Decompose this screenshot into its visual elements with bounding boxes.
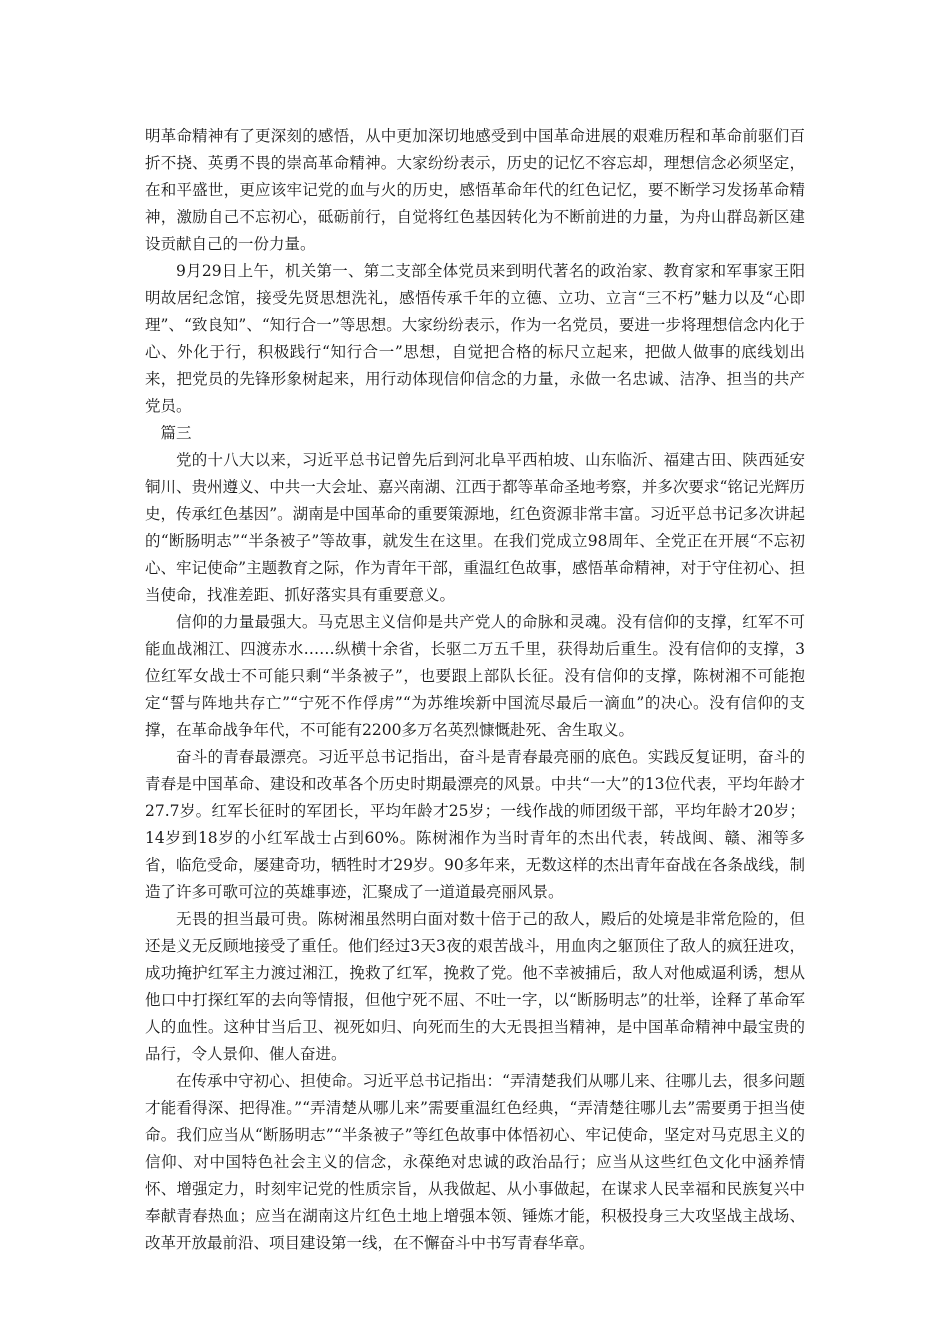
document-page (145, 123, 805, 1257)
paragraph-continued: 明革命精神有了更深刻的感悟，从中更加深切地感受到中国革命进展的艰难历程和革命前驱们百折不挠、英勇不畏的崇高革命精神。大家纷纷表示，历史的记忆不容忘却，理想信念必须坚定，在和平盛世，更应该牢记党的血与火的历史，感悟革命年代的红色记忆，要不断学习发扬革命精神，激励自己不忘初心，砥砺前行，自觉将红色基因转化为不断前进的力量，为舟山群岛新区建设贡献自己的一份力量。 (145, 127, 805, 253)
paragraph-inheritance: 在传承中守初心、担使命。习近平总书记指出：“弄清楚我们从哪儿来、往哪儿去，很多问题才能看得深、把得准。”“弄清楚从哪儿来”需要重温红色经典，“弄清楚往哪儿去”需要勇于担当使命。我们应当从“断肠明志”“半条被子”等红色故事中体悟初心、牢记使命，坚定对马克思主义的信仰、对中国特色社会主义的信念，永葆绝对忠诚的政治品行；应当从这些红色文化中涵养情怀、增强定力，时刻牢记党的性质宗旨，从我做起、从小事做起，在谋求人民幸福和民族复兴中奉献青春热血；应当在湖南这片红色土地上增强本领、锤炼才能，积极投身三大攻坚战主战场、改革开放最前沿、项目建设第一线，在不懈奋斗中书写青春华章。 (145, 1072, 805, 1252)
paragraph-faith: 信仰的力量最强大。马克思主义信仰是共产党人的命脉和灵魂。没有信仰的支撑，红军不可能血战湘江、四渡赤水……纵横十余省，长驱二万五千里，获得劫后重生。没有信仰的支撑，3位红军女战士不可能只剩“半条被子”，也要跟上部队长征。没有信仰的支撑，陈树湘不可能抱定“誓与阵地共存亡”“宁死不作俘虏”“为苏维埃新中国流尽最后一滴血”的决心。没有信仰的支撑，在革命战争年代，不可能有2200多万名英烈慷慨赴死、舍生取义。 (145, 613, 805, 739)
paragraph-youth: 奋斗的青春最漂亮。习近平总书记指出，奋斗是青春最亮丽的底色。实践反复证明，奋斗的青春是中国革命、建设和改革各个历史时期最漂亮的风景。中共“一大”的13位代表，平均年龄才27.7岁。红军长征时的军团长，平均年龄才25岁；一线作战的师团级干部，平均年龄才20岁；14岁到18岁的小红军战士占到60%。陈树湘作为当时青年的杰出代表，转战闽、赣、湘等多省，临危受命，屡建奇功，牺牲时才29岁。90多年来，无数这样的杰出青年奋战在各条战线，制造了许多可歌可泣的英雄事迹，汇聚成了一道道最亮丽风景。 (145, 748, 805, 901)
section-heading: 篇三 (160, 424, 192, 442)
paragraph-responsibility: 无畏的担当最可贵。陈树湘虽然明白面对数十倍于己的敌人，殿后的处境是非常危险的，但还是义无反顾地接受了重任。他们经过3天3夜的艰苦战斗，用血肉之躯顶住了敌人的疯狂进攻，成功掩护红军主力渡过湘江，挽救了红军，挽救了党。他不幸被捕后，敌人对他威逼利诱，想从他口中打探红军的去向等情报，但他宁死不屈、不吐一字，以“断肠明志”的壮举，诠释了革命军人的血性。这种甘当后卫、视死如归、向死而生的大无畏担当精神，是中国革命精神中最宝贵的品行，令人景仰、催人奋进。 (145, 910, 805, 1063)
paragraph-intro: 党的十八大以来，习近平总书记曾先后到河北阜平西柏坡、山东临沂、福建古田、陕西延安铜川、贵州遵义、中共一大会址、嘉兴南湖、江西于都等革命圣地考察，并多次要求“铭记光辉历史，传承红色基因”。湖南是中国革命的重要策源地，红色资源非常丰富。习近平总书记多次讲起的“断肠明志”“半条被子”等故事，就发生在这里。在我们党成立98周年、全党正在开展“不忘初心、牢记使命”主题教育之际，作为青年干部，重温红色故事，感悟革命精神，对于守住初心、担当使命，找准差距、抓好落实具有重要意义。 (145, 451, 805, 604)
paragraph-wang-yangming-visit: 9月29日上午，机关第一、第二支部全体党员来到明代著名的政治家、教育家和军事家王阳明故居纪念馆，接受先贤思想洗礼，感悟传承千年的立德、立功、立言“三不朽”魅力以及“心即理”、“致良知”、“知行合一”等思想。大家纷纷表示，作为一名党员，要进一步将理想信念内化于心、外化于行，积极践行“知行合一”思想，自觉把合格的标尺立起来，把做人做事的底线划出来，把党员的先锋形象树起来，用行动体现信仰信念的力量，永做一名忠诚、洁净、担当的共产党员。 (145, 262, 805, 415)
